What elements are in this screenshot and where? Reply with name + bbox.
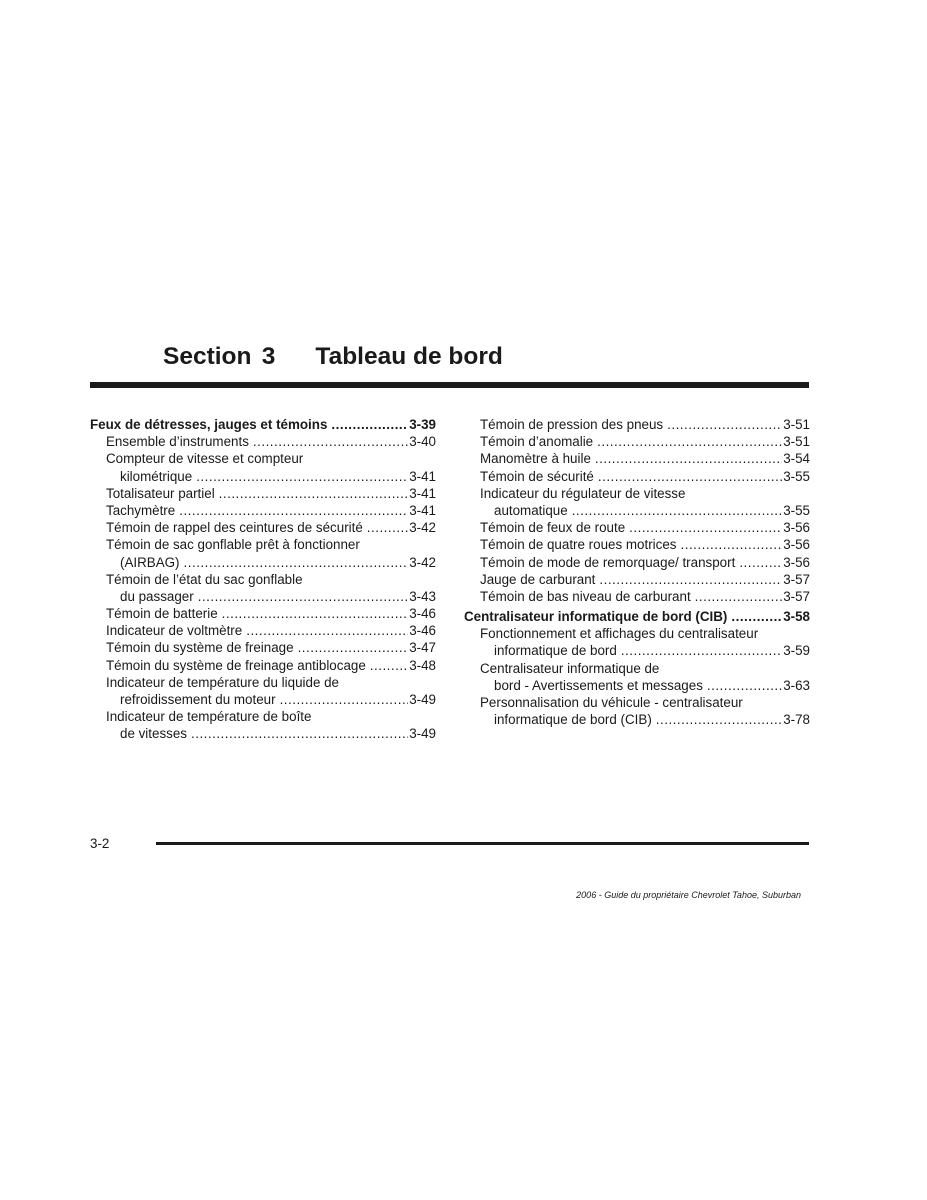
toc-entry[interactable] <box>90 605 436 622</box>
toc-entry[interactable] <box>464 485 810 502</box>
toc-page-number: 3-39 <box>409 417 436 432</box>
toc-page-number: 3-59 <box>783 643 810 659</box>
toc-entry[interactable] <box>464 554 810 571</box>
section-label: Section <box>163 343 252 370</box>
toc-page-number: 3-51 <box>783 434 810 450</box>
toc-entry-text: (AIRBAG) <box>120 554 180 570</box>
toc-entry[interactable] <box>464 694 810 711</box>
toc-page-number: 3-49 <box>409 726 436 742</box>
toc-entry[interactable] <box>90 485 436 502</box>
toc-entry[interactable] <box>90 622 436 639</box>
toc-dot-leader <box>191 725 408 742</box>
toc-entry[interactable] <box>90 468 436 485</box>
toc-page-number: 3-41 <box>409 485 436 501</box>
toc-entry-text: Indicateur de voltmètre <box>106 623 243 639</box>
toc-entry[interactable] <box>464 502 810 519</box>
toc-entry[interactable] <box>464 642 810 659</box>
toc-entry[interactable] <box>90 554 436 571</box>
toc-dot-leader <box>597 433 782 450</box>
toc-heading-entry[interactable] <box>90 416 436 433</box>
toc-dot-leader <box>667 416 782 433</box>
toc-entry[interactable] <box>90 519 436 536</box>
toc-entry-text: Témoin de sécurité <box>480 468 594 484</box>
toc-left-column <box>90 416 436 743</box>
toc-page-number: 3-55 <box>783 502 810 518</box>
toc-entry-text: refroidissement du moteur <box>120 692 276 707</box>
toc-dot-leader <box>739 554 782 571</box>
toc-entry[interactable] <box>464 450 810 467</box>
toc-dot-leader <box>731 608 782 625</box>
toc-dot-leader <box>246 622 408 639</box>
toc-page-number: 3-56 <box>783 537 810 553</box>
toc-entry-text: Témoin de batterie <box>106 606 218 622</box>
footer-rule <box>156 842 809 845</box>
toc-entry-text: Fonctionnement et affichages du centralisateur <box>480 626 759 642</box>
toc-dot-leader <box>598 468 782 485</box>
toc-page-number: 3-78 <box>783 712 810 728</box>
toc-entry-text: Indicateur du régulateur de vitesse <box>480 485 686 501</box>
toc-page-number: 3-46 <box>409 623 436 639</box>
toc-dot-leader <box>367 519 408 536</box>
toc-heading-entry[interactable] <box>464 608 810 625</box>
toc-entry-text: Témoin de pression des pneus <box>480 417 664 432</box>
guide-title: 2006 - Guide du propriétaire Chevrolet Tahoe, Suburban <box>576 890 801 900</box>
toc-entry-text: Témoin de mode de remorquage/ transport <box>480 554 736 570</box>
toc-page-number: 3-49 <box>409 692 436 707</box>
toc-dot-leader <box>219 485 409 502</box>
toc-entry-text: Témoin de rappel des ceintures de sécurité <box>106 520 363 536</box>
toc-entry-text: Témoin du système de freinage antiblocage <box>106 657 366 673</box>
toc-entry-text: Témoin de l’état du sac gonflable <box>106 571 303 587</box>
toc-entry[interactable] <box>90 450 436 467</box>
toc-dot-leader <box>184 554 409 571</box>
toc-entry[interactable] <box>464 625 810 642</box>
toc-entry-text: Témoin de quatre roues motrices <box>480 537 677 553</box>
toc-dot-leader <box>707 677 782 694</box>
page-number: 3-2 <box>90 836 110 851</box>
toc-entry-text: Jauge de carburant <box>480 571 596 587</box>
toc-entry-text: informatique de bord <box>494 643 617 659</box>
toc-dot-leader <box>599 571 782 588</box>
toc-entry[interactable] <box>90 725 436 742</box>
toc-dot-leader <box>370 657 408 674</box>
toc-entry-text: Indicateur de température de boîte <box>106 709 312 725</box>
toc-page-number: 3-57 <box>783 571 810 587</box>
toc-dot-leader <box>656 711 782 728</box>
toc-entry[interactable] <box>90 691 436 708</box>
toc-entry-text: Ensemble d’instruments <box>106 434 249 450</box>
toc-entry[interactable] <box>90 433 436 450</box>
toc-dot-leader <box>621 642 782 659</box>
toc-dot-leader <box>595 450 782 467</box>
toc-dot-leader <box>331 416 408 433</box>
toc-page-number: 3-56 <box>783 520 810 536</box>
section-title: Tableau de bord <box>315 343 503 370</box>
toc-dot-leader <box>629 519 782 536</box>
toc-page-number: 3-42 <box>409 520 436 536</box>
toc-entry-text: Totalisateur partiel <box>106 485 215 501</box>
toc-page-number: 3-42 <box>409 554 436 570</box>
toc-entry[interactable] <box>90 502 436 519</box>
toc-entry-text: Compteur de vitesse et compteur <box>106 451 304 467</box>
toc-dot-leader <box>222 605 409 622</box>
toc-entry[interactable] <box>464 468 810 485</box>
toc-page-number: 3-48 <box>409 657 436 673</box>
toc-entry-text: informatique de bord (CIB) <box>494 712 652 728</box>
toc-entry-text: Centralisateur informatique de <box>480 660 660 676</box>
toc-page-number: 3-58 <box>783 609 810 625</box>
toc-entry-text: automatique <box>494 502 568 518</box>
toc-dot-leader <box>695 588 783 605</box>
toc-dot-leader <box>198 588 408 605</box>
toc-right-column <box>464 416 810 728</box>
toc-entry[interactable] <box>464 677 810 694</box>
toc-entry[interactable] <box>90 674 436 691</box>
toc-entry-text: Témoin de bas niveau de carburant <box>480 588 691 604</box>
toc-entry-text: Manomètre à huile <box>480 451 591 467</box>
toc-entry-text: Témoin de feux de route <box>480 520 626 536</box>
toc-entry[interactable] <box>464 519 810 536</box>
heading-rule <box>90 382 809 388</box>
toc-page-number: 3-51 <box>783 417 810 432</box>
toc-entry-text: bord - Avertissements et messages <box>494 677 703 693</box>
toc-entry-text: Indicateur de température du liquide de <box>106 674 340 690</box>
toc-entry[interactable] <box>464 660 810 677</box>
toc-dot-leader <box>196 468 408 485</box>
toc-entry-text: Témoin d’anomalie <box>480 434 594 450</box>
toc-entry[interactable] <box>90 657 436 674</box>
toc-page-number: 3-55 <box>783 468 810 484</box>
toc-entry[interactable] <box>90 571 436 588</box>
toc-dot-leader <box>572 502 782 519</box>
toc-entry[interactable] <box>90 536 436 553</box>
toc-entry-text: Personnalisation du véhicule - centralisateur <box>480 695 743 710</box>
section-heading <box>163 338 503 376</box>
toc-entry[interactable] <box>90 588 436 605</box>
toc-entry[interactable] <box>464 571 810 588</box>
toc-entry-text: Feux de détresses, jauges et témoins <box>90 417 328 432</box>
toc-page-number: 3-63 <box>783 677 810 693</box>
toc-page-number: 3-40 <box>409 434 436 450</box>
toc-entry[interactable] <box>90 708 436 725</box>
toc-entry-text: kilométrique <box>120 468 193 484</box>
toc-entry[interactable] <box>464 416 810 433</box>
toc-dot-leader <box>179 502 408 519</box>
toc-page-number: 3-46 <box>409 606 436 622</box>
toc-entry[interactable] <box>464 536 810 553</box>
toc-page-number: 3-47 <box>409 640 436 656</box>
toc-entry[interactable] <box>464 433 810 450</box>
toc-entry-text: Tachymètre <box>106 502 176 518</box>
toc-dot-leader <box>280 691 409 708</box>
toc-entry[interactable] <box>464 711 810 728</box>
toc-entry[interactable] <box>464 588 810 605</box>
toc-entry-text: Témoin du système de freinage <box>106 640 294 656</box>
toc-entry-text: du passager <box>120 588 194 604</box>
toc-page-number: 3-54 <box>783 451 810 467</box>
toc-entry-text: Centralisateur informatique de bord (CIB) <box>464 609 728 625</box>
toc-page-number: 3-43 <box>409 588 436 604</box>
toc-entry-text: Témoin de sac gonflable prêt à fonctionner <box>106 537 360 553</box>
toc-page-number: 3-57 <box>783 588 810 604</box>
toc-page-number: 3-56 <box>783 554 810 570</box>
toc-page-number: 3-41 <box>409 502 436 518</box>
toc-page-number: 3-41 <box>409 468 436 484</box>
toc-dot-leader <box>298 639 409 656</box>
toc-entry[interactable] <box>90 639 436 656</box>
toc-dot-leader <box>253 433 408 450</box>
section-number: 3 <box>261 343 276 370</box>
toc-entry-text: de vitesses <box>120 726 187 742</box>
toc-dot-leader <box>681 536 783 553</box>
